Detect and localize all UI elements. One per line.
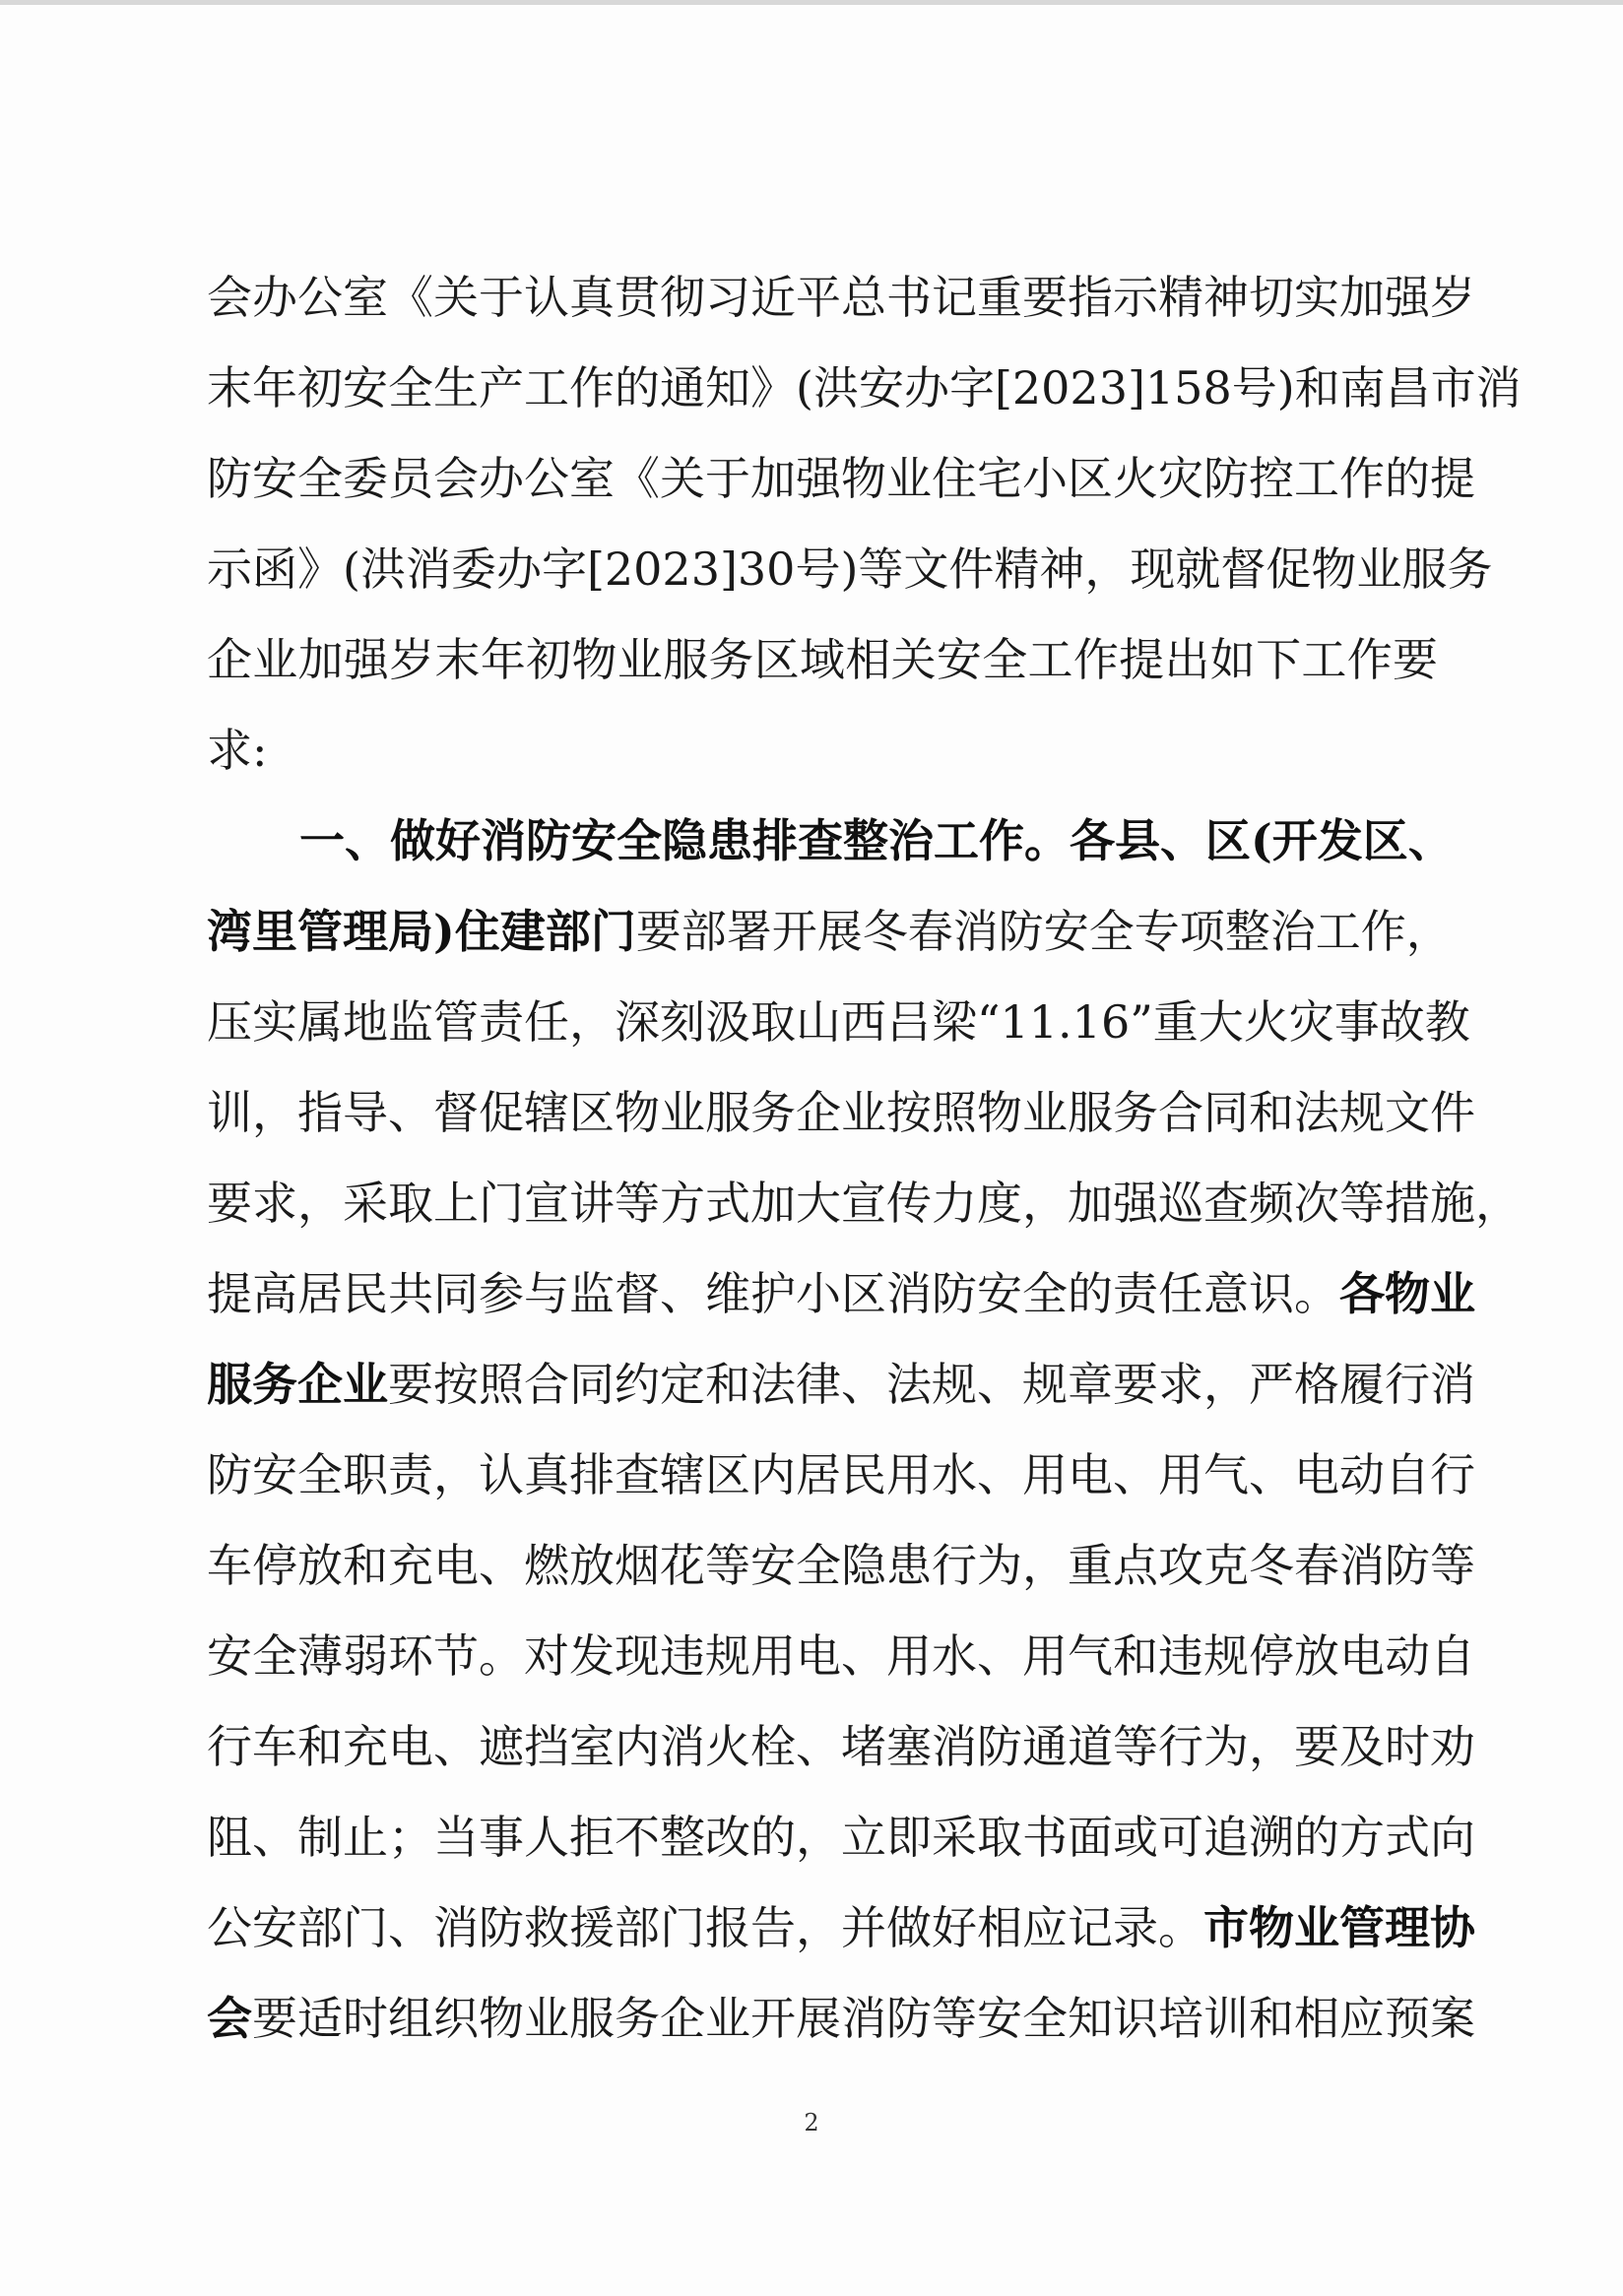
bold-segment: 市物业管理协	[1203, 1901, 1475, 1954]
text-line	[207, 1339, 1475, 1430]
text-line	[207, 977, 1470, 1067]
text-line	[207, 1520, 1475, 1611]
text-segment: 要按照合同约定和法律、法规、规章要求，严格履行消	[388, 1358, 1475, 1411]
text-segment: 行车和充电、遮挡室内消火栓、堵塞消防通道等行为，要及时劝	[207, 1720, 1475, 1773]
text-segment: 安全薄弱环节。对发现违规用电、用水、用气和违规停放电动自	[207, 1629, 1475, 1683]
text-segment: 末年初安全生产工作的通知》(洪安办字[2023]158号)和南昌市消	[207, 361, 1522, 415]
text-segment: 要求，采取上门宣讲等方式加大宣传力度，加强巡查频次等措施，	[207, 1177, 1521, 1230]
text-line	[207, 1701, 1475, 1792]
text-segment: 要适时组织物业服务企业开展消防等安全知识培训和相应预案	[252, 1992, 1475, 2045]
text-segment: 阻、制止；当事人拒不整改的，立即采取书面或可追溯的方式向	[207, 1811, 1475, 1864]
text-segment: 防安全职责，认真排查辖区内居民用水、用电、用气、电动自行	[207, 1448, 1475, 1501]
text-line	[207, 343, 1522, 433]
text-line	[207, 1792, 1475, 1882]
bold-segment: 湾里管理局)住建部门	[207, 905, 636, 958]
text-segment: 压实属地监管责任，深刻汲取山西吕梁“11.16”重大火灾事故教	[207, 995, 1470, 1049]
text-line	[207, 1882, 1475, 1973]
text-line	[207, 252, 1475, 343]
text-segment: 求:	[207, 724, 268, 777]
text-line	[207, 1973, 1475, 2064]
text-segment: 会办公室《关于认真贯彻习近平总书记重要指示精神切实加强岁	[207, 271, 1475, 324]
page-number: 2	[804, 2109, 819, 2137]
text-line	[207, 524, 1493, 614]
text-segment: 车停放和充电、燃放烟花等安全隐患行为，重点攻克冬春消防等	[207, 1539, 1475, 1592]
text-segment: 提高居民共同参与监督、维护小区消防安全的责任意识。	[207, 1267, 1339, 1320]
text-line	[207, 1248, 1475, 1339]
text-line	[207, 1611, 1475, 1701]
document-body	[207, 252, 1522, 2064]
text-line	[207, 705, 1438, 796]
text-line	[207, 433, 1475, 524]
text-line	[207, 886, 1452, 977]
text-segment: 公安部门、消防救援部门报告，并做好相应记录。	[207, 1901, 1203, 1954]
bold-segment: 各物业	[1339, 1267, 1475, 1320]
text-segment: 企业加强岁末年初物业服务区域相关安全工作提出如下工作要	[207, 633, 1438, 686]
bold-segment: 会	[207, 1992, 252, 2045]
text-line	[207, 1067, 1475, 1158]
text-line	[207, 1158, 1521, 1248]
text-line	[207, 614, 1438, 705]
bold-segment: 服务企业	[207, 1358, 388, 1411]
text-segment: 要部署开展冬春消防安全专项整治工作，	[635, 905, 1452, 958]
scan-edge	[0, 0, 1623, 5]
text-segment: 防安全委员会办公室《关于加强物业住宅小区火灾防控工作的提	[207, 452, 1475, 505]
text-segment: 训，指导、督促辖区物业服务企业按照物业服务合同和法规文件	[207, 1086, 1475, 1139]
section-heading-line	[207, 796, 1454, 886]
text-segment: 示函》(洪消委办字[2023]30号)等文件精神，现就督促物业服务	[207, 542, 1493, 596]
section-heading: 一、做好消防安全隐患排查整治工作。各县、区(开发区、	[299, 814, 1454, 867]
text-line	[207, 1430, 1475, 1520]
